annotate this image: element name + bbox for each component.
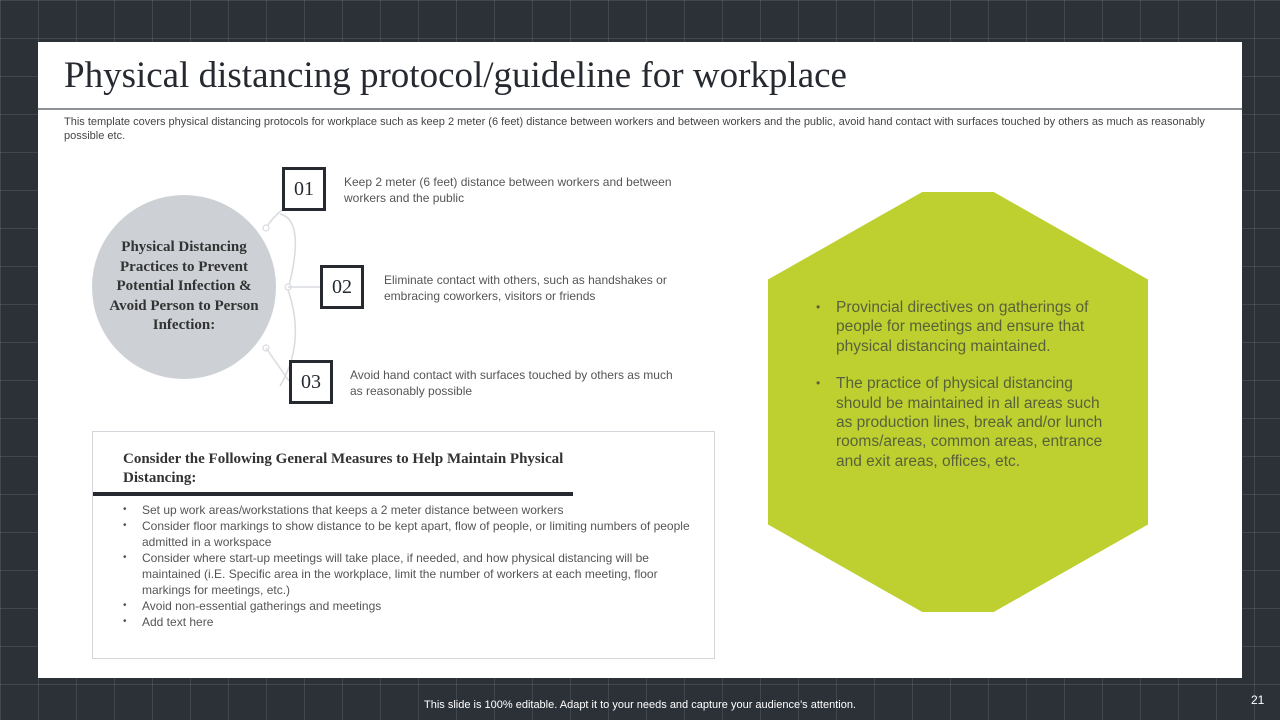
measures-box — [92, 431, 715, 659]
intro-text: This template covers physical distancing protocols for workplace such as keep 2 meter (6 feet) distance between workers and between workers and the public, avoid hand contact with surfaces touched by others as much as reasonably possible etc. — [64, 116, 1205, 142]
measures-item: • Set up work areas/workstations that keeps a 2 meter distance between workers — [123, 502, 698, 518]
step-text-03: Avoid hand contact with surfaces touched by others as much as reasonably possible — [350, 368, 673, 398]
measures-item: • Add text here — [123, 614, 698, 630]
hexagon-item: • The practice of physical distancing should be maintained in all areas such as production lines, break and/or lunch rooms/areas, common areas, entrance and exit areas, offices, etc. — [816, 374, 1104, 471]
measures-divider — [93, 492, 573, 496]
hexagon-item: • Provincial directives on gatherings of people for meetings and ensure that physical distancing maintained. — [816, 298, 1104, 356]
measures-item: • Avoid non-essential gatherings and meetings — [123, 598, 698, 614]
step-number-02: 02 — [320, 265, 364, 309]
slide-canvas — [38, 42, 1242, 678]
measures-title: Consider the Following General Measures to Help Maintain Physical Distancing: — [123, 451, 564, 486]
topic-circle-text: Physical Distancing Practices to Prevent Potential Infection & Avoid Person to Person Infection: — [109, 239, 259, 334]
footer-text: This slide is 100% editable. Adapt it to your needs and capture your audience's attention. — [424, 699, 856, 711]
step-text-02: Eliminate contact with others, such as handshakes or embracing coworkers, visitors or friends — [384, 273, 667, 303]
step-number-03: 03 — [289, 360, 333, 404]
hexagon-bullets — [816, 298, 1104, 489]
measures-item: • Consider where start-up meetings will take place, if needed, and how physical distancing will be maintained (i.E. Specific area in the workplace, limit the number of workers at each meeting, floor markings for meetings, etc.) — [123, 550, 698, 598]
slide-title: Physical distancing protocol/guideline for workplace — [64, 55, 847, 96]
step-text-01: Keep 2 meter (6 feet) distance between workers and between workers and the public — [344, 175, 672, 205]
topic-circle — [92, 195, 276, 379]
page-number: 21 — [1251, 693, 1265, 707]
measures-list — [123, 502, 698, 630]
step-number-01: 01 — [282, 167, 326, 211]
hexagon-callout — [768, 192, 1148, 612]
measures-item: • Consider floor markings to show distance to be kept apart, flow of people, or limiting numbers of people admitted in a workspace — [123, 518, 698, 550]
